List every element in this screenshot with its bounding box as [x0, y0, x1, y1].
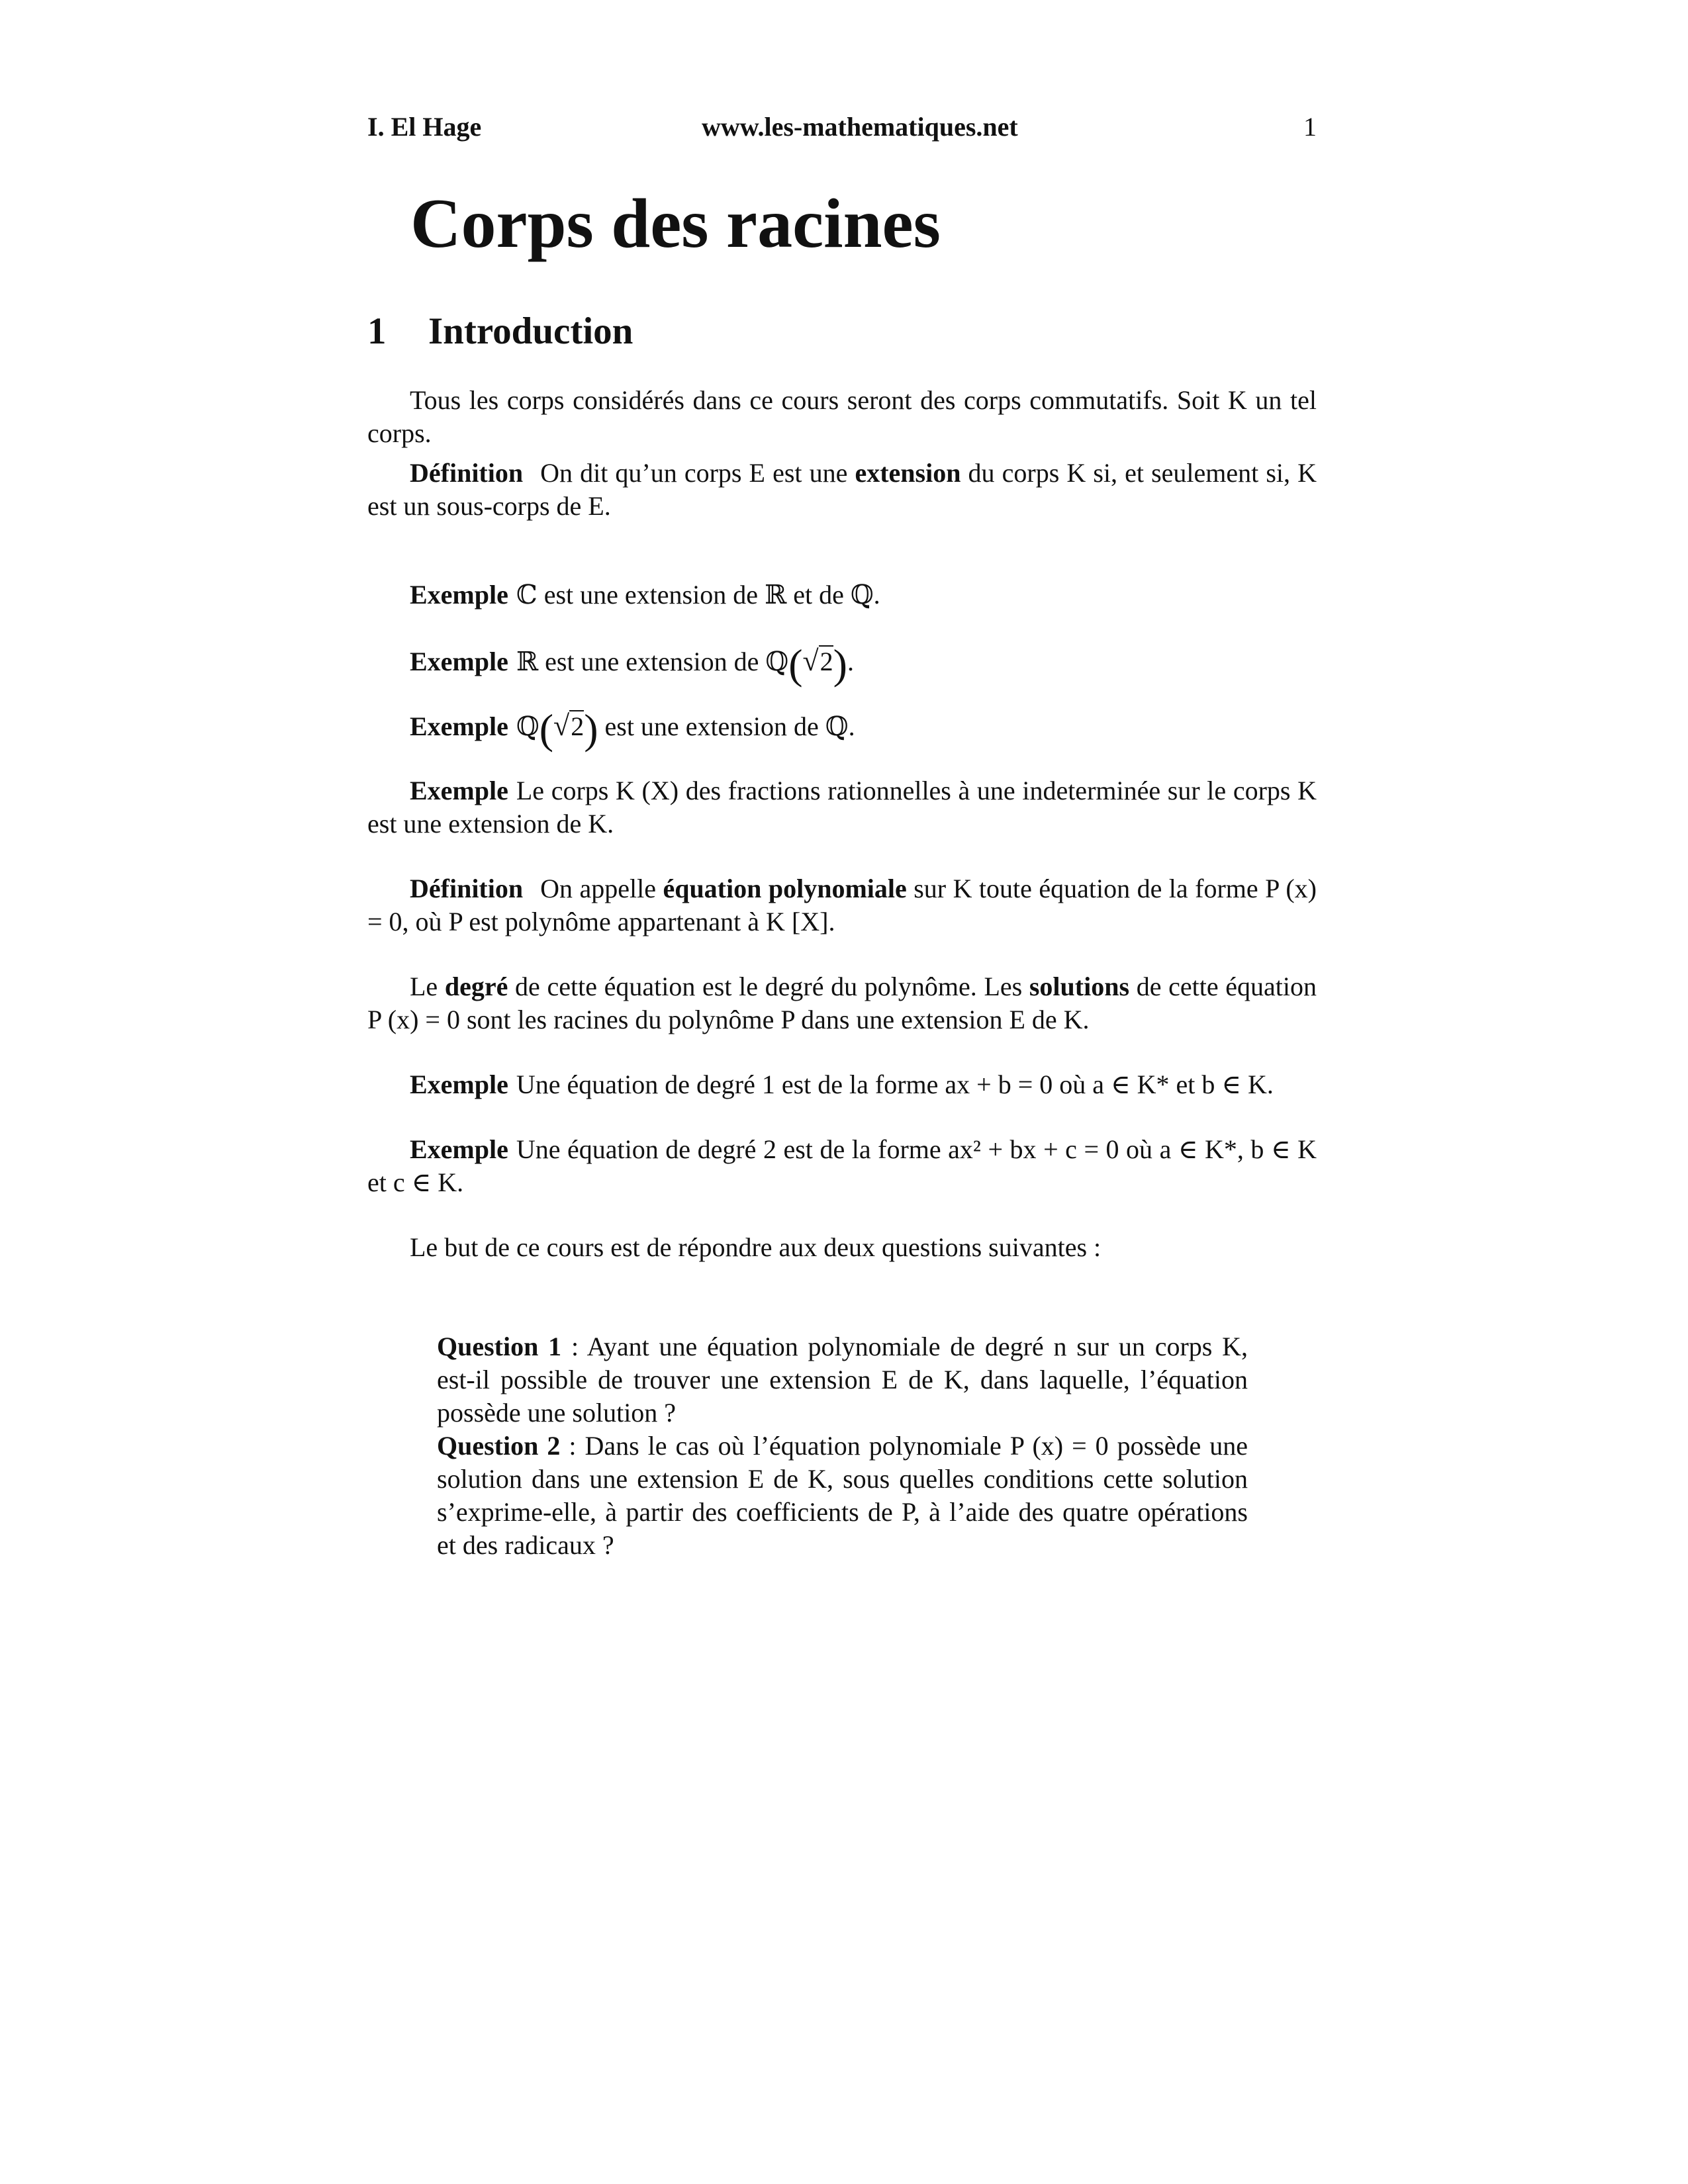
page-number: 1: [1303, 112, 1317, 142]
degree-paragraph: [367, 970, 1317, 1036]
right-paren: ): [833, 641, 847, 688]
questions-block: [437, 1330, 1248, 1562]
example-text: ℂ est une extension de ℝ et de ℚ.: [516, 580, 880, 610]
running-header: [367, 111, 1317, 151]
goal-paragraph: Le but de ce cours est de répondre aux deux questions suivantes :: [410, 1232, 1102, 1262]
definition-text-before: On dit qu’un corps E est une: [540, 458, 855, 488]
example-label: Exemple: [410, 580, 508, 610]
example-text-end: .: [847, 647, 854, 676]
example-label: Exemple: [410, 647, 508, 676]
example-1: [367, 578, 1317, 612]
question-1-text: : Ayant une équation polynomiale de degré n sur un corps K, est-il possible de trouver une extension E de K, dans laquelle, l’équation possède une solution ?: [437, 1332, 1248, 1428]
definition-polynomial-equation: [367, 872, 1317, 938]
question-2: [437, 1430, 1248, 1562]
question-1: [437, 1330, 1248, 1430]
example-label: Exemple: [410, 711, 508, 741]
example-text: Le corps K (X) des fractions rationnelles à une indeterminée sur le corps K est une extension de K.: [367, 776, 1317, 839]
definition-extension: [367, 457, 1317, 523]
definition-label: Définition: [410, 458, 524, 488]
definition-term: extension: [855, 458, 961, 488]
document-title: Corps des racines: [410, 185, 941, 262]
example-6: [367, 1133, 1317, 1199]
sqrt-argument: 2: [571, 711, 585, 741]
example-text: Une équation de degré 1 est de la forme ax + b = 0 où a ∈ K* et b ∈ K.: [516, 1069, 1274, 1099]
square-root: √2: [802, 645, 833, 677]
example-label: Exemple: [410, 1069, 508, 1099]
definition-label: Définition: [410, 874, 524, 903]
example-text: ℝ est une extension de ℚ: [516, 647, 789, 676]
section-heading: [367, 310, 633, 353]
example-label: Exemple: [410, 1134, 508, 1164]
degree-text-2: de cette équation est le degré du polynôme. Les: [508, 972, 1029, 1001]
example-text: ℚ: [516, 711, 539, 741]
definition-text-after: du corps K si, et seulement si, K est un sous-corps de E.: [367, 458, 1317, 521]
question-1-label: Question 1: [437, 1332, 562, 1361]
question-2-text: : Dans le cas où l’équation polynomiale P (x) = 0 possède une solution dans une extension E de K, sous quelles conditions cette solution s’exprime-elle, à partir des coefficients de P, à l’aide des quatre opérations et des radicaux ?: [437, 1431, 1248, 1560]
example-2: [367, 641, 1317, 688]
example-text: Une équation de degré 2 est de la forme ax² + bx + c = 0 où a ∈ K*, b ∈ K et c ∈ K.: [367, 1134, 1317, 1197]
question-2-label: Question 2: [437, 1431, 561, 1461]
section-title: Introduction: [428, 310, 633, 352]
example-text-end: est une extension de ℚ.: [598, 711, 855, 741]
example-5: [367, 1068, 1317, 1101]
intro-paragraph: Tous les corps considérés dans ce cours seront des corps commutatifs. Soit K un tel corps.: [367, 385, 1317, 448]
degree-text-3: de cette équation P (x) = 0 sont les racines du polynôme P dans une extension E de K.: [367, 972, 1317, 1034]
right-paren: ): [584, 705, 598, 752]
header-author: I. El Hage: [367, 112, 482, 142]
example-4: [367, 774, 1317, 841]
square-root: √2: [553, 709, 585, 742]
example-3: [367, 705, 1317, 752]
left-paren: (: [539, 705, 554, 752]
left-paren: (: [788, 641, 803, 688]
degree-term: degré: [444, 972, 508, 1001]
definition-text-before: On appelle: [540, 874, 663, 903]
sqrt-argument: 2: [820, 647, 833, 676]
degree-text-1: Le: [410, 972, 445, 1001]
section-number: 1: [367, 310, 387, 352]
example-label: Exemple: [410, 776, 508, 805]
definition-text-after: sur K toute équation de la forme P (x) = 0, où P est polynôme appartenant à K [X].: [367, 874, 1317, 936]
solutions-term: solutions: [1029, 972, 1130, 1001]
header-website: www.les-mathematiques.net: [702, 112, 1018, 142]
definition-term: équation polynomiale: [663, 874, 907, 903]
